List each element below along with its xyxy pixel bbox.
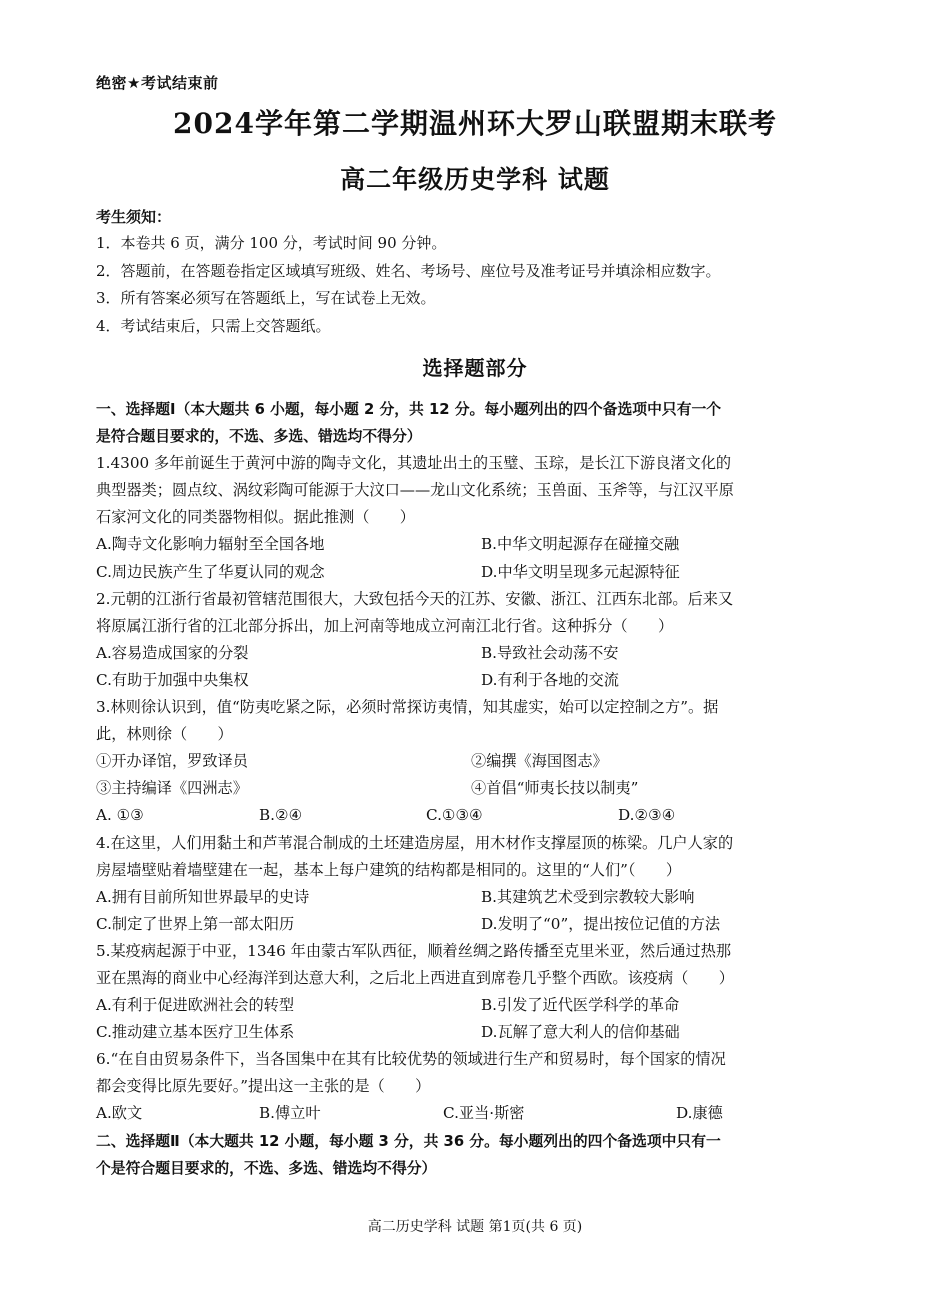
question-4 bbox=[96, 830, 868, 938]
option-a: A. ①③ bbox=[96, 806, 144, 825]
option-c: C.有助于加强中央集权 bbox=[96, 670, 249, 689]
option-c: C.亚当·斯密 bbox=[443, 1104, 525, 1123]
option-a: A.有利于促进欧洲社会的转型 bbox=[96, 996, 295, 1015]
question-5 bbox=[96, 938, 868, 1046]
part1-heading: 一、选择题Ⅰ（本大题共 6 小题，每小题 2 分，共 12 分。每小题列出的四个备选项中只有一个 bbox=[96, 401, 722, 418]
notice-item: 2．答题前，在答题卷指定区域填写班级、姓名、考场号、座位号及准考证号并填涂相应数字。 bbox=[96, 261, 721, 280]
part2-heading: 个是符合题目要求的，不选、多选、错选均不得分） bbox=[96, 1159, 437, 1177]
question-stem: 都会变得比原先要好。”提出这一主张的是（ ） bbox=[96, 1077, 431, 1096]
question-stem: 4.在这里，人们用黏土和芦苇混合制成的土坯建造房屋，用木材作支撑屋顶的栋梁。几户人家的 bbox=[96, 833, 734, 852]
option-d: D.发明了“0”，提出按位记值的方法 bbox=[481, 914, 721, 933]
option-a: A.拥有目前所知世界最早的史诗 bbox=[96, 887, 310, 906]
statement-4: ④首倡“师夷长技以制夷” bbox=[471, 779, 639, 798]
question-stem: 典型器类；圆点纹、涡纹彩陶可能源于大汶口——龙山文化系统；玉兽面、玉斧等，与江汉平原 bbox=[96, 481, 734, 500]
question-6 bbox=[96, 1046, 868, 1127]
option-d: D.康德 bbox=[676, 1104, 723, 1123]
question-stem: 6.“在自由贸易条件下，当各国集中在其有比较优势的领域进行生产和贸易时，每个国家的情况 bbox=[96, 1050, 726, 1069]
notice-item: 3．所有答案必须写在答题纸上，写在试卷上无效。 bbox=[96, 289, 436, 307]
exam-title: 2024学年第二学期温州环大罗山联盟期末联考 bbox=[173, 107, 777, 140]
option-d: D.瓦解了意大利人的信仰基础 bbox=[481, 1023, 680, 1042]
option-a: A.容易造成国家的分裂 bbox=[96, 643, 249, 662]
question-stem: 房屋墙壁贴着墙壁建在一起，基本上每户建筑的结构都是相同的。这里的“人们”（ ） bbox=[96, 860, 682, 879]
question-1 bbox=[96, 450, 868, 585]
question-stem: 2.元朝的江浙行省最初管辖范围很大，大致包括今天的江苏、安徽、浙江、江西东北部。后来又 bbox=[96, 589, 734, 608]
option-b: B.②④ bbox=[259, 806, 303, 825]
questions-content bbox=[96, 396, 868, 1182]
confidential-label: 绝密★考试结束前 bbox=[96, 74, 219, 92]
part2-heading: 二、选择题Ⅱ（本大题共 12 小题，每小题 3 分，共 36 分。每小题列出的四个备选项中只有一 bbox=[96, 1132, 721, 1150]
statement-2: ②编撰《海国图志》 bbox=[471, 752, 608, 771]
notice-title: 考生须知： bbox=[96, 208, 172, 226]
option-c: C.周边民族产生了华夏认同的观念 bbox=[96, 562, 325, 581]
option-b: B.中华文明起源存在碰撞交融 bbox=[481, 535, 680, 554]
option-d: D.中华文明呈现多元起源特征 bbox=[481, 562, 680, 581]
option-b: B.其建筑艺术受到宗教较大影响 bbox=[481, 887, 695, 906]
statement-1: ①开办译馆，罗致译员 bbox=[96, 752, 248, 771]
part1-heading: 是符合题目要求的，不选、多选、错选均不得分） bbox=[96, 428, 422, 446]
page-footer: 高二历史学科 试题 第1页(共 6 页) bbox=[367, 1219, 583, 1235]
question-stem: 石家河文化的同类器物相似。据此推测（ ） bbox=[96, 508, 415, 527]
option-c: C.制定了世界上第一部太阳历 bbox=[96, 914, 295, 933]
option-d: D.有利于各地的交流 bbox=[481, 670, 619, 689]
question-stem: 3.林则徐认识到，值“防夷吃紧之际，必须时常探访夷情，知其虚实，始可以定控制之方”。据 bbox=[96, 698, 719, 717]
question-2 bbox=[96, 586, 868, 694]
option-b: B.引发了近代医学科学的革命 bbox=[481, 996, 680, 1015]
question-3 bbox=[96, 694, 868, 829]
question-stem: 将原属江浙行省的江北部分拆出，加上河南等地成立河南江北行省。这种拆分（ ） bbox=[96, 616, 674, 635]
option-d: D.②③④ bbox=[618, 806, 676, 825]
option-c: C.推动建立基本医疗卫生体系 bbox=[96, 1023, 295, 1042]
question-stem: 1.4300 多年前诞生于黄河中游的陶寺文化，其遗址出土的玉璧、玉琮，是长江下游良渚文化的 bbox=[96, 454, 732, 473]
question-stem: 此，林则徐（ ） bbox=[96, 725, 233, 744]
notice-list bbox=[96, 230, 876, 340]
option-b: B.傅立叶 bbox=[259, 1104, 321, 1123]
statement-3: ③主持编译《四洲志》 bbox=[96, 779, 248, 798]
section-title: 选择题部分 bbox=[422, 356, 528, 380]
option-a: A.陶寺文化影响力辐射至全国各地 bbox=[96, 535, 325, 554]
option-c: C.①③④ bbox=[426, 806, 483, 825]
option-b: B.导致社会动荡不安 bbox=[481, 643, 619, 662]
notice-item: 4．考试结束后，只需上交答题纸。 bbox=[96, 316, 331, 335]
question-stem: 5.某疫病起源于中亚，1346 年由蒙古军队西征，顺着丝绸之路传播至克里米亚，然后通过热那 bbox=[96, 941, 732, 960]
option-a: A.欧文 bbox=[96, 1104, 143, 1123]
exam-subtitle: 高二年级历史学科 试题 bbox=[340, 165, 610, 194]
notice-item: 1．本卷共 6 页，满分 100 分，考试时间 90 分钟。 bbox=[96, 234, 447, 252]
question-stem: 亚在黑海的商业中心经海洋到达意大利，之后北上西进直到席卷几乎整个西欧。该疫病（ ） bbox=[96, 968, 734, 987]
